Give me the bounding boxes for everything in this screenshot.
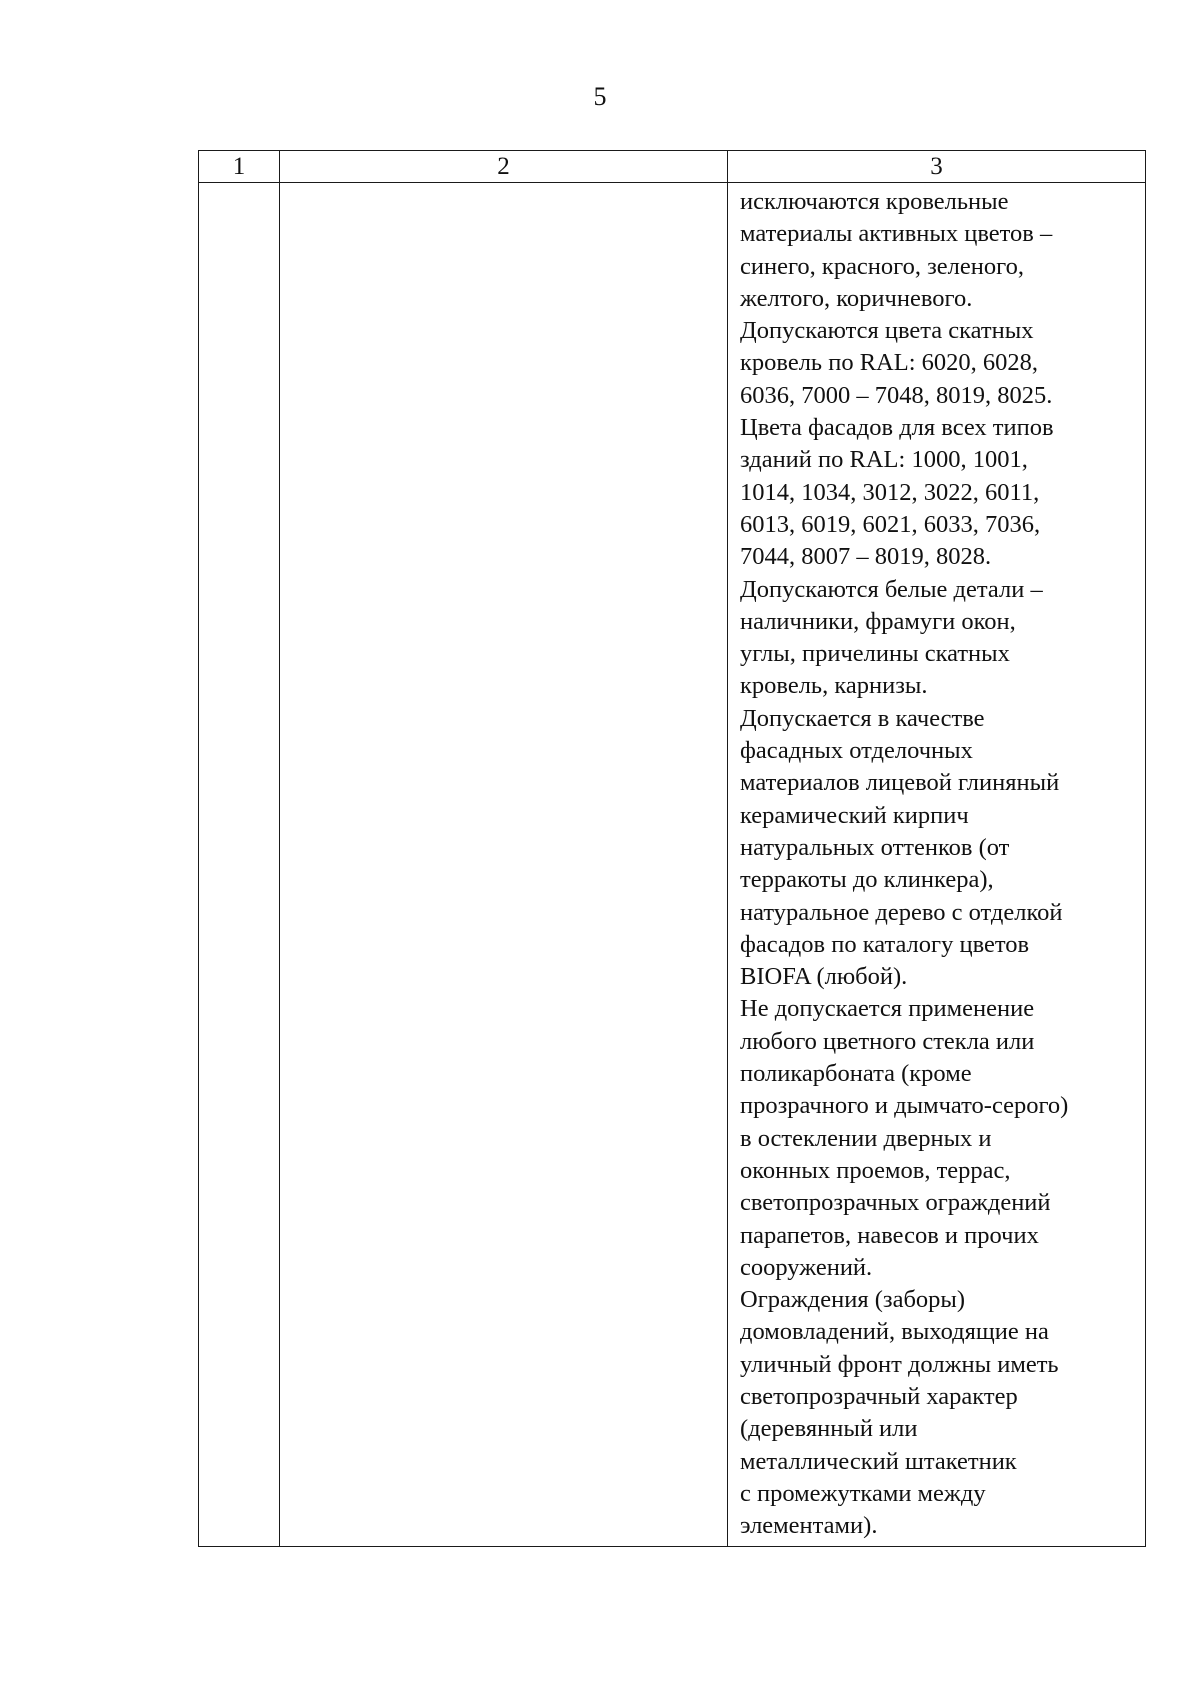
text-line: исключаются кровельные [740,188,1009,215]
text-line: поликарбоната (кроме [740,1060,972,1088]
text-line: кровель, карнизы. [740,672,928,700]
text-line: фасадных отделочных [740,737,973,765]
text-line: сооружений. [740,1253,873,1281]
text-line: терракоты до клинкера), [740,866,994,894]
text-line: натуральное дерево с отделкой [740,898,1063,926]
text-line: синего, красного, зеленого, [740,252,1024,280]
regulations-table [198,150,1146,1547]
text-line: Допускаются белые детали – [740,575,1043,603]
text-line: 6013, 6019, 6021, 6033, 7036, [740,510,1041,538]
text-line: керамический кирпич [740,801,969,829]
text-line: материалы активных цветов – [740,220,1053,248]
table-cell-col1 [199,183,280,1547]
text-line: парапетов, навесов и прочих [740,1221,1039,1249]
column-header-2: 2 [280,151,728,183]
text-line: 7044, 8007 – 8019, 8028. [740,543,992,571]
text-line: оконных проемов, террас, [740,1156,1011,1184]
requirements-text [728,183,1145,1542]
text-line: домовладений, выходящие на [740,1318,1049,1346]
text-line: элементами). [740,1512,878,1540]
text-line: Допускается в качестве [740,704,985,732]
text-line: металлический штакетник [740,1447,1017,1475]
column-header-1: 1 [199,151,280,183]
table-header-row [199,151,1146,183]
text-line: Ограждения (заборы) [740,1286,966,1314]
text-line: 6036, 7000 – 7048, 8019, 8025. [740,381,1053,409]
text-line: любого цветного стекла или [740,1027,1035,1055]
text-line: желтого, коричневого. [740,284,973,312]
text-line: в остеклении дверных и [740,1124,992,1152]
text-line: светопрозрачных ограждений [740,1189,1051,1217]
table-cell-col3 [728,183,1146,1547]
text-line: кровель по RAL: 6020, 6028, [740,349,1039,377]
text-line: 1014, 1034, 3012, 3022, 6011, [740,478,1040,506]
text-line: BIOFA (любой). [740,963,908,991]
text-line: (деревянный или [740,1415,918,1443]
text-line: зданий по RAL: 1000, 1001, [740,446,1028,474]
text-line: с промежутками между [740,1479,986,1507]
text-line: Цвета фасадов для всех типов [740,414,1054,442]
text-line: наличники, фрамуги окон, [740,607,1016,635]
text-line: уличный фронт должны иметь [740,1350,1059,1378]
text-line: материалов лицевой глиняный [740,769,1060,797]
table-row [199,183,1146,1547]
table-cell-col2 [280,183,728,1547]
text-line: фасадов по каталогу цветов [740,930,1030,958]
text-line: натуральных оттенков (от [740,833,1010,861]
page-number: 5 [593,82,607,111]
text-line: Не допускается применение [740,995,1035,1023]
text-line: углы, причелины скатных [740,640,1010,668]
text-line: светопрозрачный характер [740,1382,1018,1410]
text-line: Допускаются цвета скатных [740,317,1034,345]
column-header-3: 3 [728,151,1146,183]
text-line: прозрачного и дымчато-серого) [740,1092,1069,1120]
